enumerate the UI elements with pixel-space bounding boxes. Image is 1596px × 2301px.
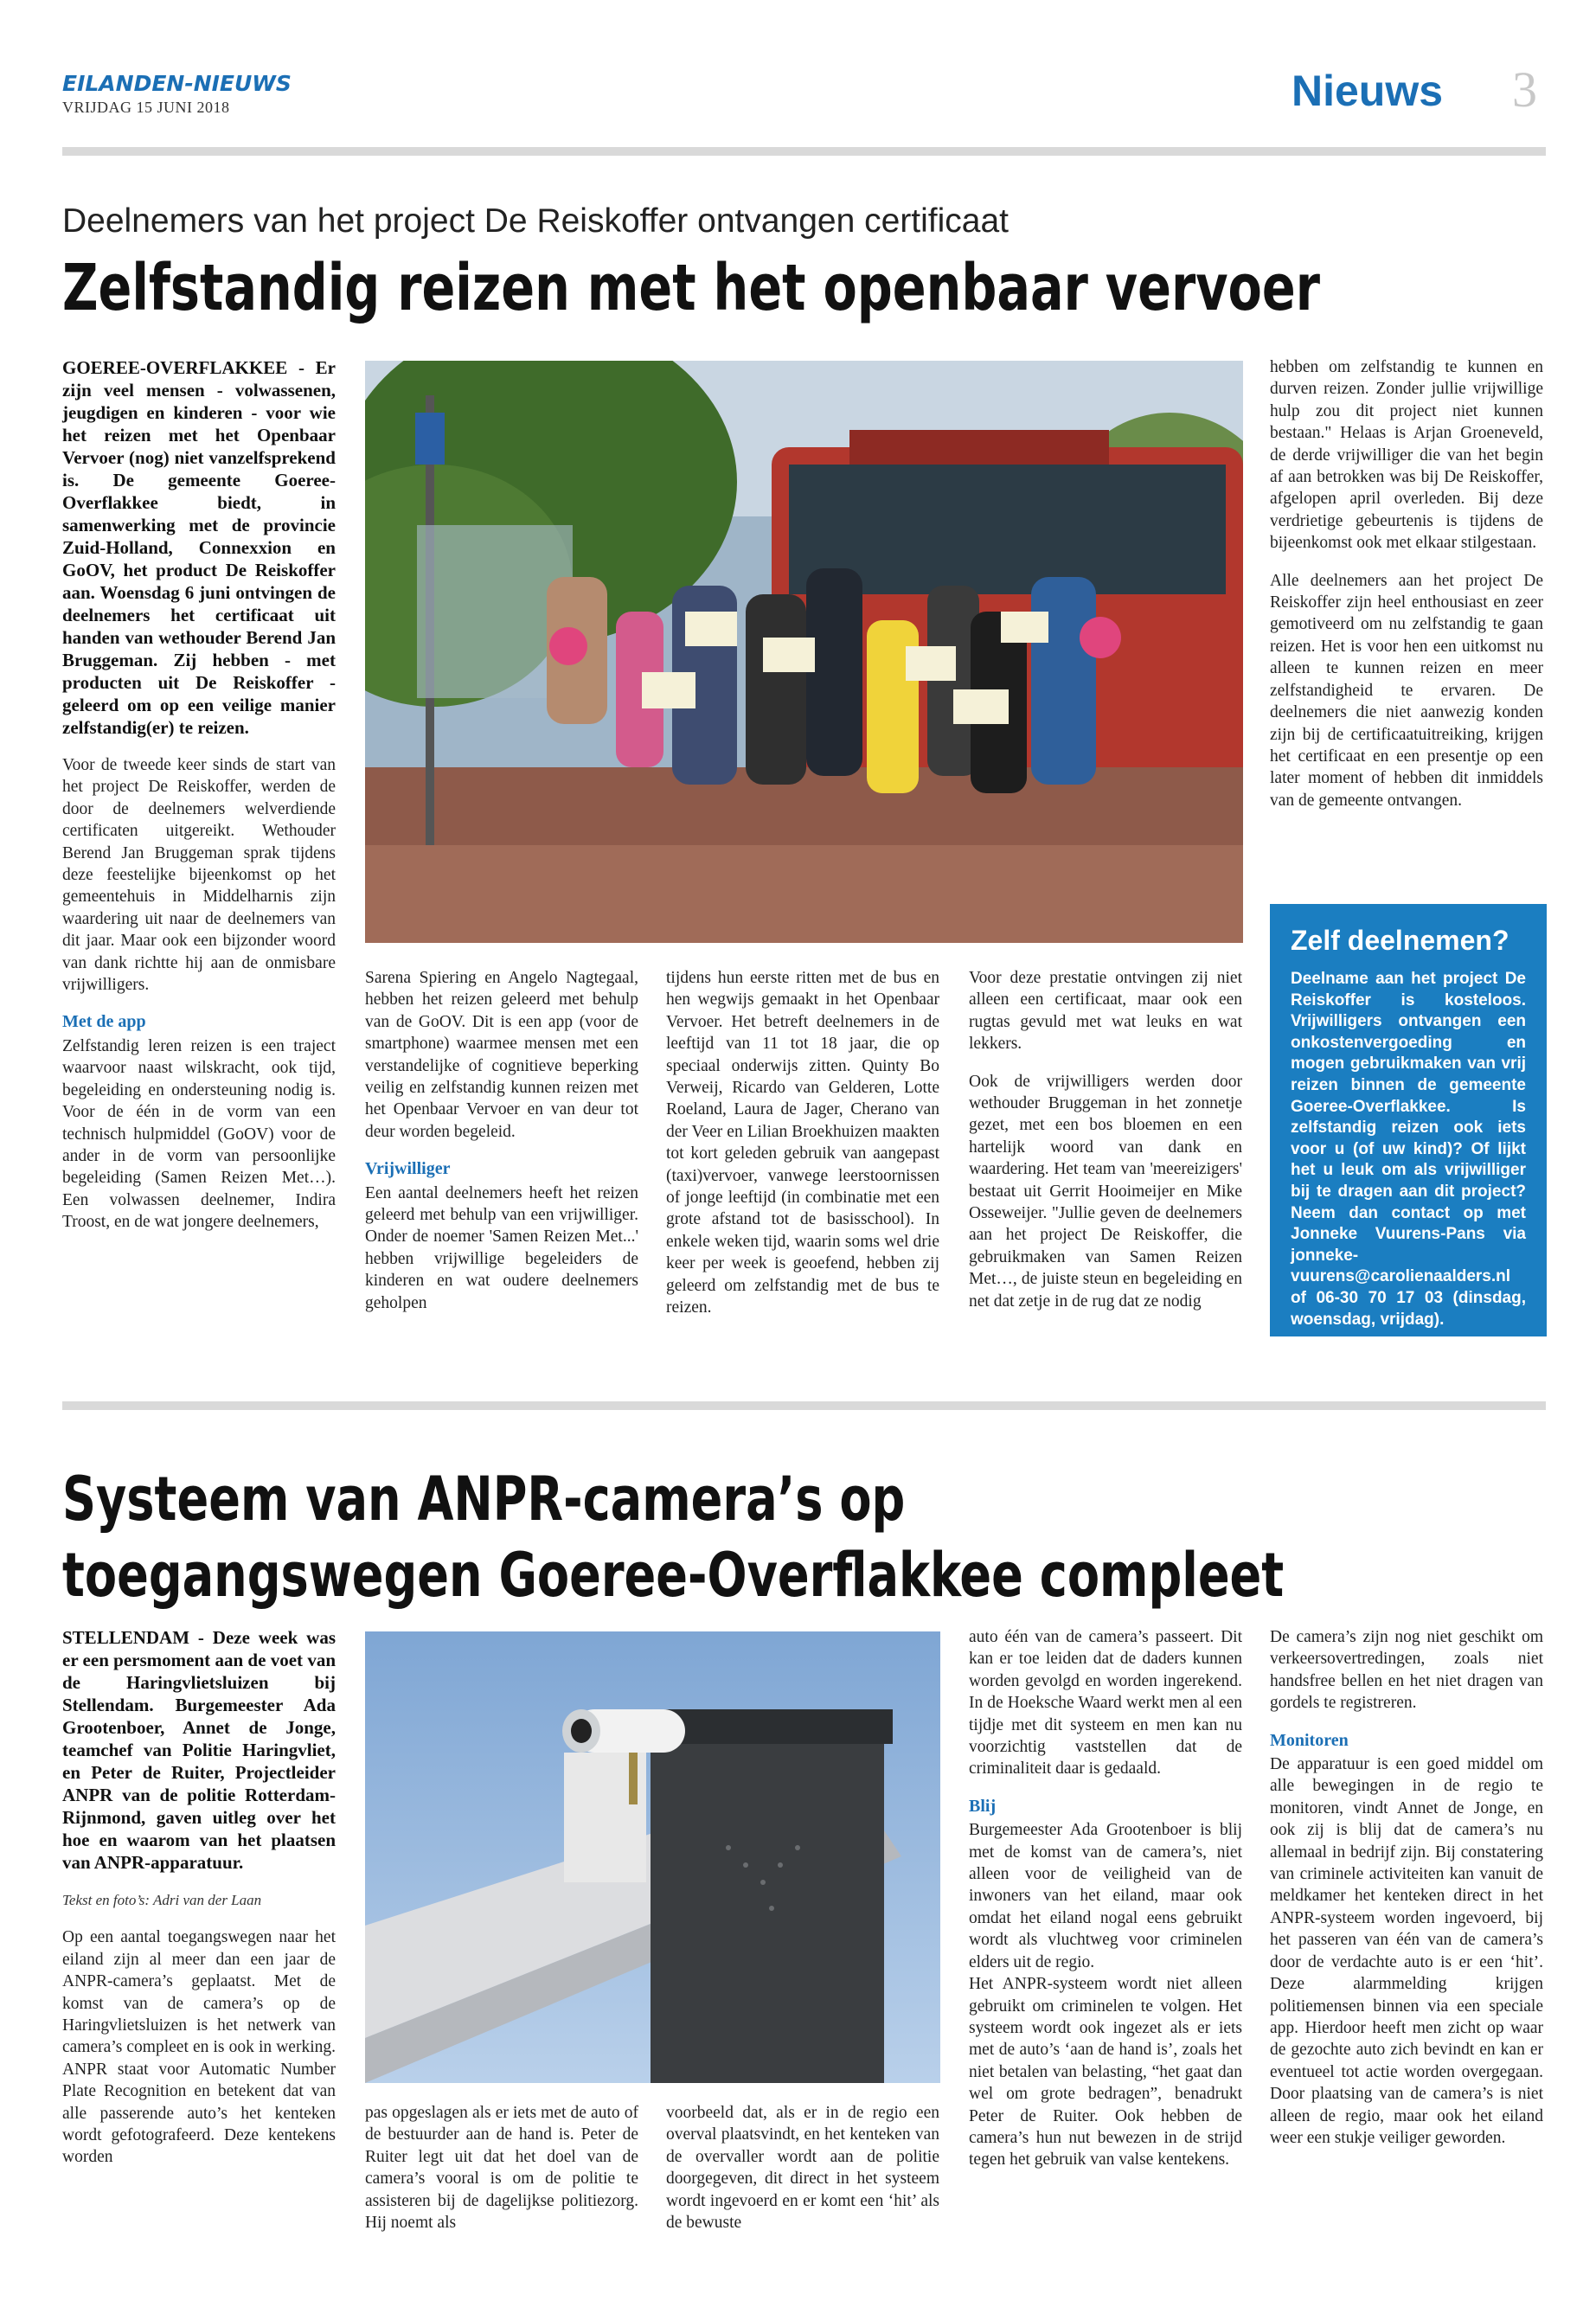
article1-kicker: Deelnemers van het project De Reiskoffer ontvangen certificaat (62, 202, 1010, 240)
subheading-vrijwilliger: Vrijwilliger (365, 1159, 451, 1179)
paragraph: Voor deze prestatie ontvingen zij niet alleen een certificaat, maar ook een rugtas gevuld met wat leuks en wat lekkers. (969, 969, 1242, 1054)
article2-headline-line1: Systeem van ANPR-camera’s op (62, 1464, 906, 1535)
section-title: Nieuws (1292, 67, 1444, 115)
paragraph: De apparatuur is een goed middel om alle bewegingen in de regio te monitoren, vindt Annet de Jonge, en ook zij is blij dat de camera’s nu allemaal in bedrijf zijn. Bij constatering van criminele activiteiten kan vanuit de meldkamer het kenteken direct in het ANPR-systeem worden ingevoerd, bij het passeren van één van de camera’s door de verdachte auto is er een ‘hit’. Deze alarmmelding krijgen politiemensen binnen via een speciale app. Hierdoor heeft men zicht op waar de gezochte auto zich bevindt en kan er eventueel tot actie worden overgegaan. Door plaatsing van de camera’s is niet alleen de regio, maar ook het eiland weer een stukje veiliger geworden. (1270, 1755, 1543, 2147)
article1-column-4 (969, 967, 1242, 1328)
anpr-camera-illustration (365, 1631, 940, 2083)
article1-column-1 (62, 356, 336, 1249)
article1-lead: GOEREE-OVERFLAKKEE - Er zijn veel mensen - volwassenen, jeugdigen en kinderen - voor wie het reizen met het Openbaar Vervoer (nog) niet vanzelfsprekend is. De gemeente Goeree-Overflakkee biedt, in samenwerking met de provincie Zuid-Holland, Connexxion en GoOV, het product De Reiskoffer aan. Woensdag 6 juni ontvingen de deelnemers het certificaat uit handen van wethouder Berend Jan Bruggeman. Zij hebben - met producten uit De Reiskoffer - geleerd om op een veilige manier zelfstandig(er) te reizen. (62, 357, 336, 738)
article2-column-4 (969, 1626, 1242, 2187)
paragraph: Burgemeester Ada Grootenboer is blij met de komst van de camera’s, niet alleen voor de veiligheid van de inwoners van het eiland, maar ook omdat het eiland nogal eens gebruikt wordt als vluchtweg voor criminelen elders uit de regio. (969, 1821, 1242, 1971)
article1-column-2 (365, 967, 638, 1330)
issue-date: VRIJDAG 15 JUNI 2018 (62, 99, 230, 116)
info-box-text: Deelname aan het project De Reiskoffer is kosteloos. Vrijwilligers ontvangen een onkostenvergoeding en mogen gebruikmaken van vrij reizen binnen de gemeente Goeree-Overflakkee. Is zelfstandig reizen ook iets voor u (of uw kind)? Of lijkt het u leuk om als vrijwilliger bij te dragen aan dit project? Neem dan contact op met Jonneke Vuurens-Pans via jonneke-vuurens@carolienaalders.nl of 06-30 70 17 03 (dinsdag, woensdag, vrijdag). (1291, 970, 1526, 1329)
paragraph: voorbeeld dat, als er in de regio een overval plaatsvindt, en het kenteken van de overvaller wordt aan de politie doorgegeven, dit direct in het systeem wordt ingevoerd en er komt een ‘hit’ als de bewuste (666, 2104, 939, 2233)
subheading-monitoren: Monitoren (1270, 1730, 1349, 1750)
photo-credit: Tekst en foto’s: Adri van der Laan (62, 1892, 262, 1908)
article2-column-2 (365, 2102, 638, 2249)
article2-column-5 (1270, 1626, 1543, 2164)
paragraph: Voor de tweede keer sinds de start van het project De Reiskoffer, werden de door de deelnemers welverdiende certificaten uitgereikt. Wethouder Berend Jan Bruggeman sprak tijdens deze feestelijke bijeenkomst op het gemeentehuis in Middelharnis zijn waardering uit naar de deelnemers van dit jaar. Maar ook een bijzonder woord van dank richtte hij aan de onmisbare vrijwilligers. (62, 756, 336, 995)
paragraph: Zelfstandig leren reizen is een traject waarvoor naast wilskracht, ook tijd, begeleiding en ondersteuning nodig is. Voor de één in de vorm van een technisch hulpmiddel (GoOV) voor de ander in de vorm van persoonlijke begeleiding (Samen Reizen Met…). Een volwassen deelnemer, Indira Troost, en de wat jongere deelnemers, (62, 1036, 336, 1232)
paragraph: Het ANPR-systeem wordt niet alleen gebruikt om criminelen te volgen. Het systeem wordt ook ingezet als er iets met de auto’s ‘aan de hand is’, zoals het niet betalen van belasting, “het gaat dan wel om grote bedragen”, benadrukt Peter de Ruiter. Ook hebben de camera’s hun nut bewezen in de strijd tegen het gebruik van valse kentekens. (969, 1975, 1242, 2170)
article1-column-3 (666, 967, 939, 1335)
article1-photo (365, 361, 1243, 943)
info-box-title: Zelf deelnemen? (1291, 925, 1509, 956)
subheading-blij: Blij (969, 1796, 997, 1816)
article2-column-3 (666, 2102, 939, 2249)
article-separator (62, 1401, 1546, 1410)
paragraph: tijdens hun eerste ritten met de bus en hen wegwijs gemaakt in het Openbaar Vervoer. Het betreft deelnemers in de leeftijd van 11 tot 18 jaar, die op speciaal onderwijs zitten. Quinty Bo Verweij, Ricardo van Gelderen, Lotte Roeland, Laura de Jager, Cherano van der Veer en Lilian Broekhuizen maakten tot kort geleden gebruik van aangepast (taxi)vervoer, vanwege leerstoornissen of jonge leeftijd (in combinatie met een grote afstand tot de basisschool). In enkele weken tijd, waarin soms wel drie keer per week is geoefend, hebben zij geleerd om zelfstandig met de bus te reizen. (666, 969, 939, 1317)
article2-headline-line2: toegangswegen Goeree-Overflakkee compleet (62, 1540, 1285, 1611)
article2-column-1 (62, 1626, 336, 2184)
paragraph: Alle deelnemers aan het project De Reiskoffer zijn heel enthousiast en zeer gemotiveerd om nu zelfstandig te gaan reizen. Het is voor hen een uitkomst nu alleen te kunnen reizen en meer zelfstandigheid te ervaren. De deelnemers die niet aanwezig konden zijn bij de certificaatuitreiking, krijgen het certificaat en een presentje op een later moment of hebben dit inmiddels van de gemeente ontvangen. (1270, 571, 1543, 810)
article2-lead: STELLENDAM - Deze week was er een persmoment aan de voet van de Haringvlietsluizen bij Stellendam. Burgemeester Ada Grootenboer, Annet de Jonge, teamchef van Politie Haringvliet, en Peter de Ruiter, Projectleider ANPR van de politie Rotterdam-Rijnmond, gaven uitleg over het hoe en waarom van het plaatsen van ANPR-apparatuur. (62, 1627, 336, 1873)
paragraph: pas opgeslagen als er iets met de auto of de bestuurder aan de hand is. Peter de Ruiter legt uit dat het doel van de camera’s vooral is om de politie te assisteren bij de dagelijkse politiezorg. Hij noemt als (365, 2104, 638, 2233)
paragraph: auto één van de camera’s passeert. Dit kan er toe leiden dat de daders kunnen worden gevolgd en worden ingerekend. In de Hoeksche Waard werkt men al een tijdje met dit systeem en men kan nu voorzichtig vaststellen dat de criminaliteit daar is gedaald. (969, 1628, 1242, 1779)
paragraph: Sarena Spiering en Angelo Nagtegaal, hebben het reizen geleerd met behulp van de GoOV. Dit is een app (voor de smartphone) waarmee mensen met een verstandelijke of cognitieve beperking veilig en zelfstandig kunnen reizen met het Openbaar Vervoer en van deur tot deur worden begeleid. (365, 969, 638, 1141)
subheading-app: Met de app (62, 1012, 146, 1032)
info-box (1270, 904, 1547, 1336)
paragraph: hebben om zelfstandig te kunnen en durven reizen. Zonder jullie vrijwillige hulp zou dit project niet kunnen bestaan." Helaas is Arjan Groeneveld, de derde vrijwilliger die van het begin af aan betrokken was bij De Reiskoffer, afgelopen april overleden. Bij deze verdrietige gebeurtenis is tijdens de bijeenkomst ook met elkaar stilgestaan. (1270, 358, 1543, 553)
masthead-logo: EILANDEN-NIEUWS (62, 71, 292, 96)
top-rule (62, 147, 1546, 156)
page-number: 3 (1512, 61, 1537, 118)
paragraph: Een aantal deelnemers heeft het reizen geleerd met behulp van een vrijwilliger. Onder de noemer 'Samen Reizen Met...' hebben vrijwillige begeleiders de kinderen en wat oudere deelnemers geholpen (365, 1183, 638, 1312)
paragraph: Op een aantal toegangswegen naar het eiland zijn al meer dan een jaar de ANPR-camera’s geplaatst. Met de komst van de camera’s op de Haringvlietsluizen is het netwerk van camera’s compleet en is ook in werking. ANPR staat voor Automatic Number Plate Recognition en betekent dat van alle passerende auto’s het kenteken wordt gefotografeerd. Deze kentekens worden (62, 1928, 336, 2167)
article1-headline: Zelfstandig reizen met het openbaar vervoer (62, 251, 1320, 325)
group-photo-illustration (365, 361, 1243, 943)
paragraph: Ook de vrijwilligers werden door wethouder Bruggeman in het zonnetje gezet, met een bos bloemen en een hartelijk woord van dank en waardering. Het team van 'meereizigers' bestaat uit Gerrit Hooimeijer en Mike Osseweijer. "Jullie geven de deelnemers aan het project De Reiskoffer, die gebruikmaken van Samen Reizen Met…, de juiste steun en begeleiding en net dat zetje in de rug dat ze nodig (969, 1072, 1242, 1311)
article2-photo (365, 1631, 940, 2083)
paragraph: De camera’s zijn nog niet geschikt om verkeersovertredingen, zoals niet handsfree bellen en het niet dragen van gordels te registreren. (1270, 1628, 1543, 1713)
article1-column-5 (1270, 356, 1543, 827)
